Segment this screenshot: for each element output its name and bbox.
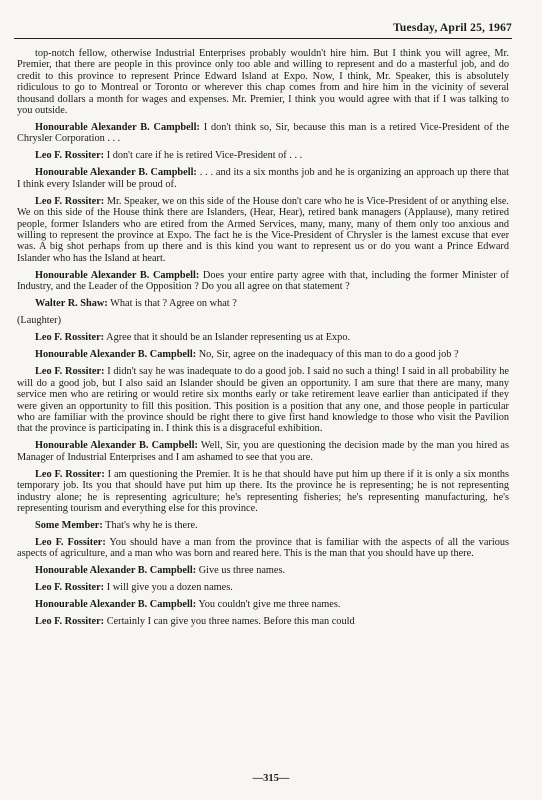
speech-text: (Laughter) [17, 315, 62, 327]
transcript-paragraph [17, 48, 509, 116]
transcript-paragraph [17, 537, 509, 560]
speaker-name: Leo F. Rossiter: [35, 195, 105, 207]
transcript-paragraph [17, 315, 509, 326]
header-rule [14, 38, 512, 39]
speaker-name: Honourable Alexander B. Campbell: [35, 349, 197, 361]
speech-text: Give us three names. [198, 565, 286, 577]
speech-text: Does your entire party agree with that, including the former Minister of Industry, and the Leader of the Opposition ? Do you all agree on that statement ? [17, 269, 509, 293]
speaker-name: Honourable Alexander B. Campbell: [35, 122, 200, 134]
speaker-name: Leo F. Rossiter: [35, 582, 105, 594]
speaker-name: Honourable Alexander B. Campbell: [35, 599, 197, 611]
speaker-name: Walter R. Shaw: [35, 298, 108, 310]
transcript-paragraph [17, 298, 509, 309]
speech-text: Certainly I can give you three names. Before this man could [106, 616, 355, 628]
speech-text: What is that ? Agree on what ? [110, 298, 237, 310]
transcript-paragraph [17, 122, 509, 145]
speaker-name: Honourable Alexander B. Campbell: [35, 565, 197, 577]
transcript-paragraph [17, 366, 509, 434]
transcript-paragraph [17, 582, 509, 593]
speech-text: Well, Sir, you are questioning the decision made by the man you hired as Manager of Industrial Enterprises and I am ashamed to see that you are. [17, 440, 510, 463]
speech-text: That's why he is there. [105, 519, 198, 531]
speech-text: I don't think so, Sir, because this man is a retired Vice-President of the Chrysler Corporation . . . [17, 122, 510, 145]
speech-text: No, Sir, agree on the inadequacy of this man to do a good job ? [198, 349, 459, 361]
transcript-paragraph [17, 440, 509, 463]
transcript-paragraph [17, 565, 509, 576]
speech-text: I am questioning the Premier. It is he that should have put him up there if it is only a six months temporary job. Its you that should have put him up there. Its the province he is representing; he is not representing industry alone; he is representing agriculture; he's representing fisheries; he's representing manufacturing, he's representing tourism and everything else for this province. [17, 468, 509, 514]
speaker-name: Leo F. Rossiter: [35, 150, 105, 162]
transcript-paragraph [17, 196, 509, 264]
speaker-name: Leo F. Rossiter: [35, 366, 105, 378]
speech-text: You couldn't give me three names. [198, 599, 341, 611]
page-header-date: Tuesday, April 25, 1967 [393, 22, 512, 34]
transcript-paragraph [17, 167, 509, 190]
transcript-body [17, 48, 509, 633]
speaker-name: Honourable Alexander B. Campbell: [35, 269, 200, 281]
speech-text: . . . and its a six months job and he is organizing an approach up there that I think every Islander will be proud of. [17, 167, 510, 190]
speaker-name: Leo F. Fossiter: [35, 536, 106, 548]
speech-text: I don't care if he is retired Vice-President of . . . [106, 150, 303, 162]
transcript-paragraph [17, 332, 509, 343]
transcript-paragraph [17, 616, 509, 627]
transcript-paragraph [17, 270, 509, 293]
speech-text: I will give you a dozen names. [106, 582, 233, 594]
speaker-name: Leo F. Rossiter: [35, 468, 105, 480]
speaker-name: Leo F. Rossiter: [35, 616, 105, 628]
page-number: —315— [252, 773, 290, 784]
speech-text: You should have a man from the province that is familiar with the aspects of all the various aspects of agriculture, and a man who was born and reared here. This is the man that you should have up there. [17, 536, 509, 560]
speaker-name: Honourable Alexander B. Campbell: [35, 167, 197, 179]
transcript-paragraph [17, 520, 509, 531]
transcript-paragraph [17, 469, 509, 515]
speaker-name: Leo F. Rossiter: [35, 332, 105, 344]
speech-text: I didn't say he was inadequate to do a good job. I said no such a thing! I said in all probability he will do a good job, but I also said an Islander should be given an opportunity. I am sure that there are many, many service men who are retiring or would retire six months early or take retirement leave earlier than anticipated if they were given an opportunity to fill this position. This position is a position that any one, and those people in particular who are familiar with the province should be right there to give first hand knowledge to those who visit the Pavilion that the province is participating in. I think this is a disgraceful exhibition. [17, 366, 509, 435]
transcript-paragraph [17, 150, 509, 161]
speaker-name: Some Member: [35, 519, 103, 531]
speech-text: top-notch fellow, otherwise Industrial Enterprises probably wouldn't hire him. But I think you will agree, Mr. Premier, that there are people in this province only too able and willing to represent and do a masterful job, and do credit to this province to represent Prince Edward Island at Expo. Now, I think, Mr. Speaker, this is absolutely ridiculous to go to Montreal or Toronto or wherever this chap comes from and hire him in the vicinity of several thousand dollars a month for wages and expenses. Mr. Premier, I think you would agree with that if I was talking to you outside. [17, 48, 509, 117]
speech-text: Agree that it should be an Islander representing us at Expo. [106, 332, 351, 344]
transcript-paragraph [17, 349, 509, 360]
transcript-paragraph [17, 599, 509, 610]
speaker-name: Honourable Alexander B. Campbell: [35, 440, 198, 452]
speech-text: Mr. Speaker, we on this side of the House don't care who he is Vice-President of or anything else. We on this side of the House think there are Islanders, (Hear, Hear), retired bank managers (Applause), many retired people, former Islanders who are etired from the Armed Services, many, many, many of them only too anxious and willing to represent the province at Expo. The fact he is the Vice-President of Chrysler is the lamest excuse that ever was. A big shot perhaps from up there and is this kind you want to represent us or do you want a Prince Edward Islander who has the Island at heart. [17, 195, 509, 264]
